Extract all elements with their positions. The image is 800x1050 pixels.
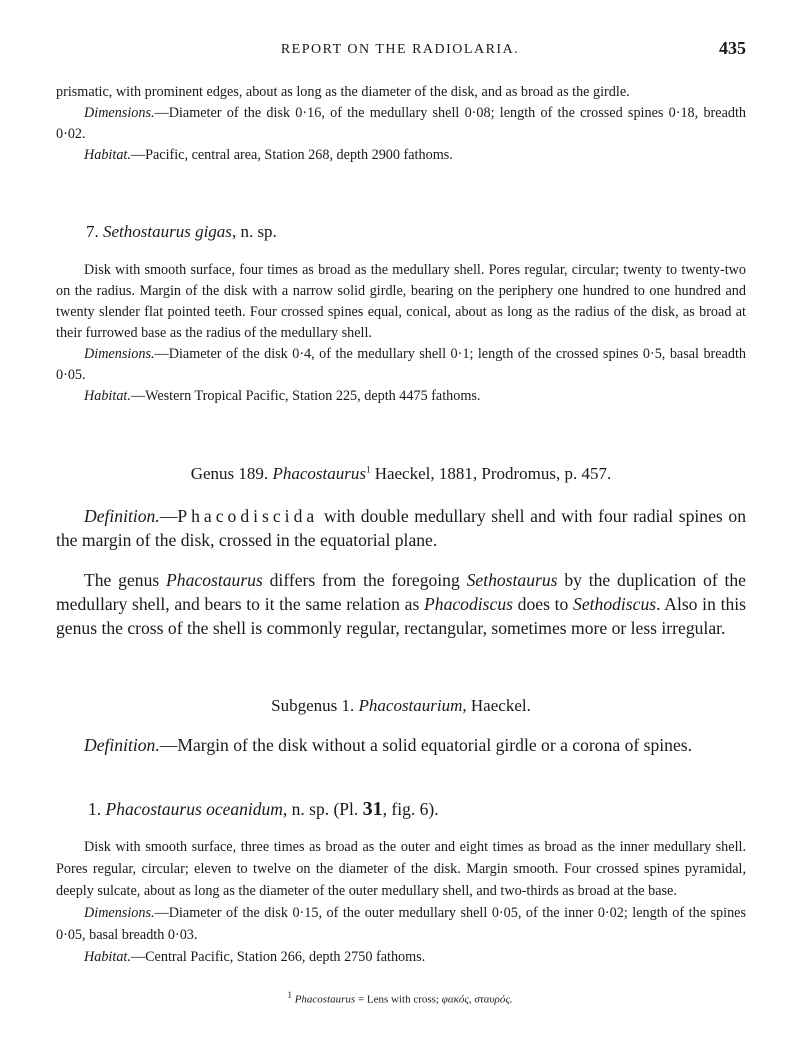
discussion-paragraph <box>56 568 746 640</box>
dimensions-text: —Diameter of the disk 0·16, of the medullary shell 0·08; length of the crossed spines 0·18, breadth 0·02. <box>56 105 746 142</box>
discussion-text: by the duplication of the medullary shell, and bears to it the same relation as <box>56 570 746 614</box>
definition-label: Definition. <box>84 735 160 755</box>
definition-text: with double medullary shell and with four radial spines on the margin of the disk, crossed in the equatorial plane. <box>56 506 746 550</box>
habitat-text: —Pacific, central area, Station 268, depth 2900 fathoms. <box>130 147 453 163</box>
dimensions-text: —Diameter of the disk 0·4, of the medullary shell 0·1; length of the crossed spines 0·5, basal breadth 0·05. <box>56 346 746 383</box>
taxon-name: Phacodiscus <box>424 594 513 614</box>
habitat-label: Habitat. <box>84 949 131 965</box>
species-number: 1. <box>88 799 102 819</box>
definition-spaced-term: Phacodiscida <box>177 506 319 526</box>
habitat-label: Habitat. <box>84 147 131 163</box>
footnote-term: Phacostaurus <box>294 993 356 1006</box>
subgenus-suffix: , Haeckel. <box>462 696 531 715</box>
genus-name: Phacostaurus <box>272 464 366 483</box>
taxon-name: Sethodiscus <box>573 594 657 614</box>
prev-species-dimensions <box>56 103 746 145</box>
prev-species-block <box>56 82 746 166</box>
running-header <box>0 40 800 64</box>
plate-open: (Pl. <box>329 799 359 819</box>
dimensions-label: Dimensions. <box>84 905 155 921</box>
species1-block <box>56 836 746 968</box>
discussion-text: does to <box>512 594 574 614</box>
footnote-ref: 1 <box>365 464 371 475</box>
habitat-text: —Western Tropical Pacific, Station 225, depth 4475 fathoms. <box>130 388 481 404</box>
species7-heading <box>86 222 776 242</box>
dimensions-label: Dimensions. <box>84 346 155 362</box>
footnote <box>0 990 800 1006</box>
species1-habitat <box>56 946 746 968</box>
genus-suffix: Haeckel, 1881, Prodromus, p. 457. <box>370 464 612 483</box>
subgenus-name: Phacostaurium <box>358 696 463 715</box>
species-suffix: , n. sp. <box>231 222 277 241</box>
habitat-text: —Central Pacific, Station 266, depth 2750 fathoms. <box>130 949 426 965</box>
species1-dimensions <box>56 902 746 946</box>
footnote-greek: φακός, σταυρός. <box>441 993 513 1006</box>
habitat-label: Habitat. <box>84 388 131 404</box>
species7-dimensions <box>56 344 746 386</box>
species-name: Phacostaurus oceanidum <box>105 799 283 819</box>
discussion-text: . Also in this genus the cross of the shell is commonly regular, rectangular, sometimes more or less irregular. <box>56 594 746 638</box>
genus-discussion <box>56 568 746 640</box>
subgenus-heading <box>56 696 746 716</box>
footnote-mark: 1 <box>287 990 292 1000</box>
definition-label: Definition. <box>84 506 160 526</box>
subgenus-prefix: Subgenus 1. <box>271 696 355 715</box>
taxon-name: Sethostaurus <box>466 570 558 590</box>
species7-block <box>56 260 746 407</box>
definition-text: —Margin of the disk without a solid equatorial girdle or a corona of spines. <box>159 735 693 755</box>
species1-description: Disk with smooth surface, three times as broad as the outer and eight times as broad as the inner medullary shell. Pores regular, circular; eleven to twelve on the diameter of the disk. Margin smooth. Four crossed spines pyramidal, deeply sulcate, about as long as the diameter of the outer medullary shell, and two-thirds as broad at the base. <box>56 839 746 899</box>
species-name: Sethostaurus gigas <box>103 222 232 241</box>
running-title: REPORT ON THE RADIOLARIA. <box>280 42 520 57</box>
species-number: 7. <box>86 222 99 241</box>
genus-prefix: Genus 189. <box>190 464 269 483</box>
prev-species-description: prismatic, with prominent edges, about as long as the diameter of the disk, and as broad as the girdle. <box>56 84 630 100</box>
dimensions-text: —Diameter of the disk 0·15, of the outer medullary shell 0·05, of the inner 0·02; length of the spines 0·05, basal breadth 0·03. <box>56 905 746 943</box>
species7-habitat <box>56 386 746 407</box>
subgenus-definition <box>56 733 746 757</box>
taxon-name: Phacostaurus <box>166 570 263 590</box>
discussion-text: differs from the foregoing <box>262 570 467 590</box>
plate-number: 31 <box>362 798 383 820</box>
prev-species-habitat <box>56 145 746 166</box>
footnote-text: = Lens with cross; <box>355 993 442 1006</box>
genus-definition: Definition.—Phacodiscida with double medullary shell and with four radial spines on the margin of the disk, crossed in the equatorial plane. <box>56 506 746 550</box>
species-suffix: , n. sp. <box>282 799 330 819</box>
page-number: 435 <box>719 38 746 58</box>
discussion-text: The genus <box>84 570 167 590</box>
species7-description: Disk with smooth surface, four times as broad as the medullary shell. Pores regular, circular; twenty to twenty-two on the radius. Margin of the disk with a narrow solid girdle, bearing on the periphery one hundred to one hundred and twenty slender flat pointed teeth. Four crossed spines equal, conical, about as long as the radius of the disk, as broad at their furrowed base as the radius of the medullary shell. <box>56 262 746 341</box>
plate-close: , fig. 6). <box>382 799 439 819</box>
genus-heading <box>56 464 746 484</box>
species1-heading <box>88 798 778 821</box>
dimensions-label: Dimensions. <box>84 105 155 121</box>
